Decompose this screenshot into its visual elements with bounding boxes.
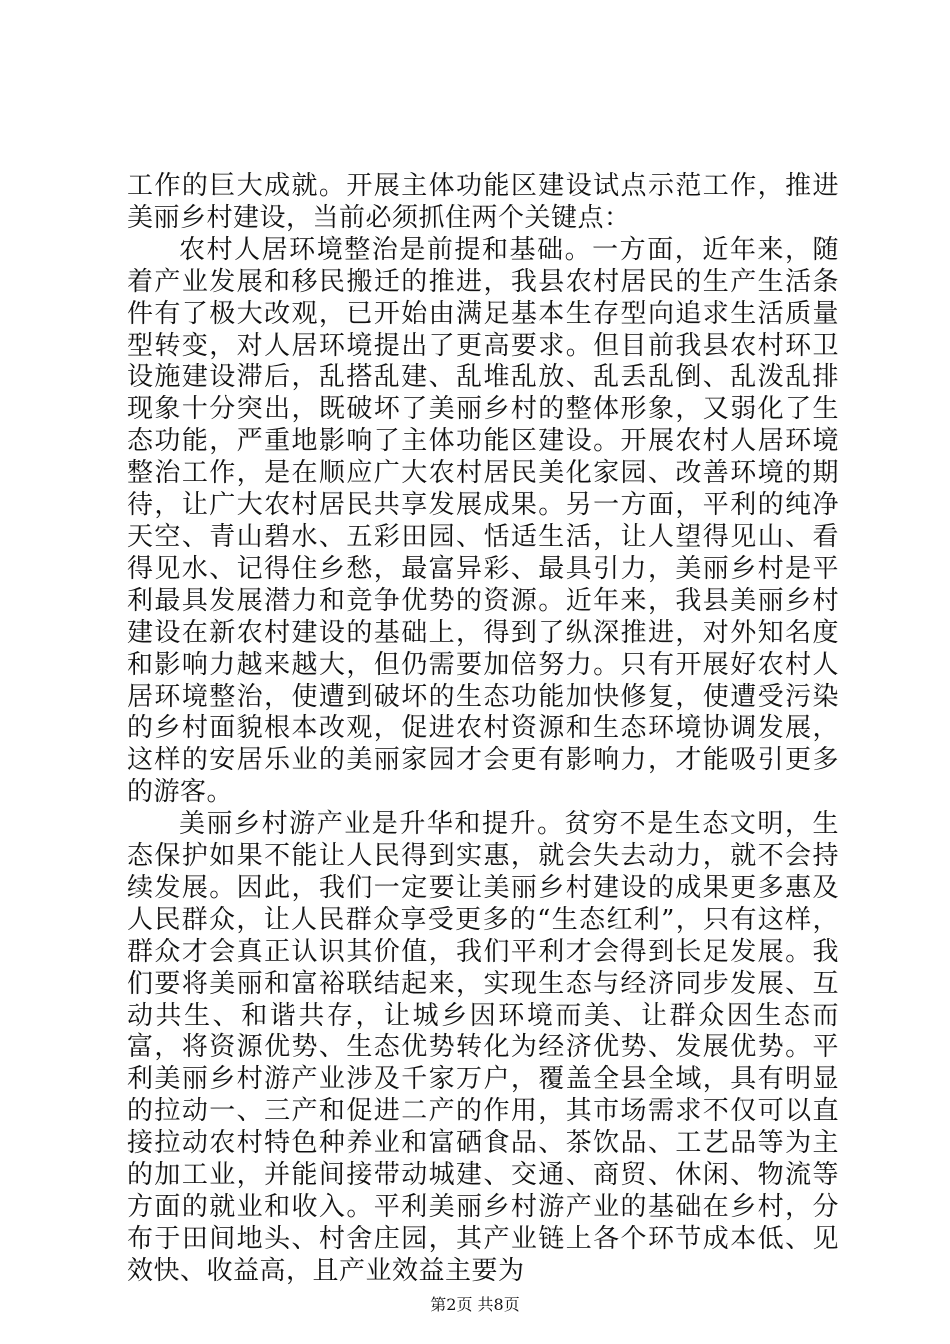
page-number-footer: 第2页 共8页 xyxy=(430,1295,520,1314)
paragraph-environment-renovation: 农村人居环境整治是前提和基础。一方面，近年来，随着产业发展和移民搬迁的推进，我县农村居民的生产生活条件有了极大改观，已开始由满足基本生存型向追求生活质量型转变，对人居环境提出了更高要求。但目前我县农村环卫设施建设滞后，乱搭乱建、乱堆乱放、乱丢乱倒、乱泼乱排现象十分突出，既破坏了美丽乡村的整体形象，又弱化了生态功能，严重地影响了主体功能区建设。开展农村人居环境整治工作，是在顺应广大农村居民美化家园、改善环境的期待，让广大农村居民共享发展成果。另一方面，平利的纯净天空、青山碧水、五彩田园、恬适生活，让人望得见山、看得见水、记得住乡愁，最富异彩、最具引力，美丽乡村是平利最具发展潜力和竞争优势的资源。近年来，我县美丽乡村建设在新农村建设的基础上，得到了纵深推进，对外知名度和影响力越来越大，但仍需要加倍努力。只有开展好农村人居环境整治，使遭到破坏的生态功能加快修复，使遭受污染的乡村面貌根本改观，促进农村资源和生态环境协调发展，这样的安居乐业的美丽家园才会更有影响力，才能吸引更多的游客。 xyxy=(127,234,839,808)
paragraph-rural-tourism: 美丽乡村游产业是升华和提升。贫穷不是生态文明，生态保护如果不能让人民得到实惠，就会失去动力，就不会持续发展。因此，我们一定要让美丽乡村建设的成果更多惠及人民群众，让人民群众享受更多的“生态红利”，只有这样，群众才会真正认识其价值，我们平利才会得到长足发展。我们要将美丽和富裕联结起来，实现生态与经济同步发展、互动共生、和谐共存，让城乡因环境而美、让群众因生态而富，将资源优势、生态优势转化为经济优势、发展优势。平利美丽乡村游产业涉及千家万户，覆盖全县全域，具有明显的拉动一、三产和促进二产的作用，其市场需求不仅可以直接拉动农村特色种养业和富硒食品、茶饮品、工艺品等为主的加工业，并能间接带动城建、交通、商贸、休闲、物流等方面的就业和收入。平利美丽乡村游产业的基础在乡村，分布于田间地头、村舍庄园，其产业链上各个环节成本低、见效快、收益高，且产业效益主要为 xyxy=(127,809,839,1286)
paragraph-continuation: 工作的巨大成就。开展主体功能区建设试点示范工作，推进美丽乡村建设，当前必须抓住两个关键点： xyxy=(127,171,839,233)
document-body xyxy=(127,171,839,1288)
